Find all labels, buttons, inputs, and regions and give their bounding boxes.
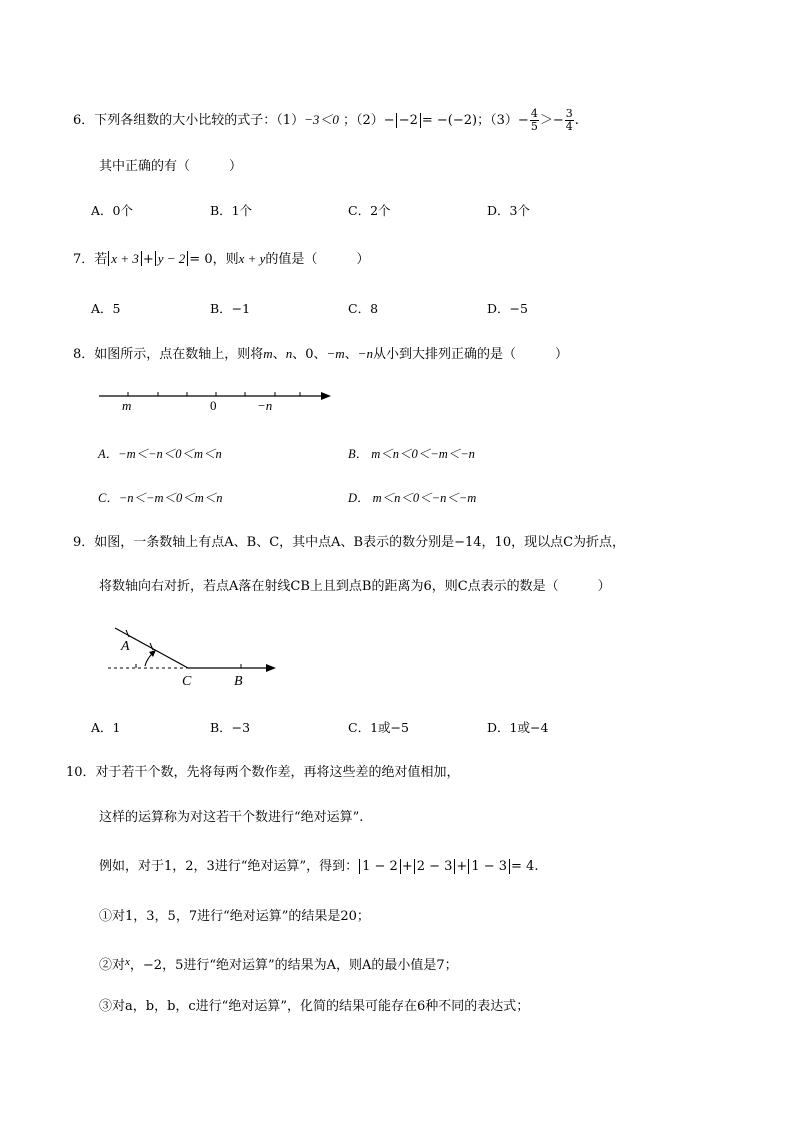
q8-line: [73, 344, 568, 365]
q9-label-c: C: [182, 674, 192, 689]
q10-s2-x: x: [125, 956, 130, 968]
q8-tail: 从小到大排列正确的是（ ）: [372, 347, 568, 362]
q6-fraction-2: $\frac{3}{4}$: [565, 107, 573, 133]
q10-text-1: 对于若干个数，先将每两个数作差，再将这些差的绝对值相加，: [95, 765, 460, 780]
q6-stem: 下列各组数的大小比较的式子：: [94, 113, 277, 128]
q7-expr: x + y: [238, 251, 266, 266]
q8-sep-a: 、: [272, 347, 286, 362]
q8-option-d: D． m＜n＜0＜−n＜−m: [348, 491, 477, 505]
q8-axis-label-m: m: [122, 398, 132, 413]
q7-number: 7．: [73, 252, 95, 267]
q7-option-c: C．8: [348, 301, 379, 316]
q8-var-m: m: [263, 346, 273, 361]
q7-abs2: y − 2: [155, 251, 189, 266]
q6-part2-label: （2）: [356, 113, 384, 128]
q8-sep-b: 、0、: [292, 347, 327, 362]
q10-line1: [66, 763, 460, 783]
q9-option-a: A．1: [91, 720, 121, 735]
q8-var-n: n: [285, 346, 293, 361]
q10-statement-2: [99, 952, 458, 976]
q9-line1: [73, 533, 625, 553]
q6-option-a: A．0个: [91, 203, 133, 218]
q6-fraction-1: $\frac{4}{5}$: [530, 107, 538, 133]
q8-axis-label-zero: 0: [210, 398, 217, 413]
q7-post: 的值是（ ）: [265, 252, 370, 267]
q7-eq: = 0，则: [189, 252, 239, 267]
q10-number: 10．: [66, 765, 96, 780]
q6-end: .: [574, 113, 579, 128]
q10-statement-1: ①对1，3，5，7进行“绝对运算”的结果是20；: [99, 909, 370, 924]
q9-label-a: A: [121, 639, 130, 654]
q9-text-1: 如图，一条数轴上有点A、B、C，其中点A、B表示的数分别是−14，10，现以点C为折点，: [94, 535, 626, 550]
q8-option-c: C．−n＜−m＜0＜m＜n: [98, 491, 223, 505]
q9-number: 9．: [73, 535, 95, 550]
q8-sep-c: 、: [344, 347, 358, 362]
q6-sep2: ；: [477, 113, 491, 128]
q9-option-d: D．1或−4: [487, 720, 549, 735]
q8-number: 8．: [73, 347, 95, 362]
q10-abs-1: 1 − 2: [359, 859, 401, 874]
q10-example-pre: 例如，对于1，2，3进行“绝对运算”，得到：: [99, 859, 359, 874]
q6-part2-abs: −2: [396, 113, 421, 128]
q9-label-b: B: [234, 674, 243, 689]
q8-option-b: B． m＜n＜0＜−m＜−n: [348, 447, 475, 461]
q6-line1: [73, 108, 579, 133]
q6-option-d: D．3个: [487, 203, 530, 218]
q6-sep1: ；: [343, 113, 357, 128]
q6-option-c: C．2个: [348, 203, 391, 218]
q9-option-c: C．1或−5: [348, 720, 409, 735]
q10-line2: 这样的运算称为对这若干个数进行“绝对运算”.: [99, 810, 364, 825]
q7-option-a: A．5: [91, 301, 121, 316]
q8-option-a: A．−m＜−n＜0＜m＜n: [98, 447, 222, 461]
q6-part2-minus: −: [383, 113, 395, 128]
q6-option-b: B．1个: [210, 203, 253, 218]
q10-s2-post: ，−2，5进行“绝对运算”的结果为A，则A的最小值是7；: [129, 958, 458, 973]
q7-pre: 若: [94, 252, 108, 267]
q10-s2-pre: ②对: [99, 958, 126, 973]
q10-example-end: .: [534, 859, 539, 874]
q10-example-eq: = 4: [511, 859, 535, 874]
q9-line2: 将数轴向右对折，若点A落在射线CB上且到点B的距离为6，则C点表示的数是（ ）: [99, 579, 611, 594]
q6-number: 6．: [73, 113, 95, 128]
q10-statement-3: ③对a，b，b，c进行“绝对运算”，化简的结果可能存在6种不同的表达式；: [99, 999, 530, 1014]
q8-number-line: [95, 384, 340, 414]
q6-part3-minus: −: [517, 113, 529, 128]
q8-text: 如图所示，点在数轴上，则将: [94, 347, 264, 362]
q10-line3: 例如，对于1，2，3进行“绝对运算”，得到： 1 − 2 + 2 − 3 + 1 − 3 = 4.: [99, 859, 539, 874]
q6-part1-expr: −3＜0: [304, 112, 339, 127]
q7-plus: +: [142, 252, 154, 267]
q10-abs-2: 2 − 3: [414, 859, 456, 874]
q7-abs1: x + 3: [108, 251, 142, 266]
q10-abs-3: 1 − 3: [468, 859, 510, 874]
q8-neg-m: −m: [326, 346, 345, 361]
q6-part1-label: （1）: [276, 113, 305, 128]
q9-option-b: B．−3: [210, 720, 251, 735]
q8-axis-label-neg-n: −n: [257, 398, 273, 413]
q8-neg-n: −n: [357, 346, 373, 361]
q9-fold-diagram: [100, 620, 290, 692]
q6-part2-rhs: = −(−2): [421, 113, 478, 128]
q6-line2: 其中正确的有（ ）: [99, 159, 243, 174]
q6-part3-gt: ＞−: [539, 113, 564, 128]
q7-option-d: D．−5: [487, 301, 528, 316]
q7-line: [73, 249, 369, 270]
q6-part3-label: （3）: [490, 113, 518, 128]
q7-option-b: B．−1: [210, 301, 251, 316]
